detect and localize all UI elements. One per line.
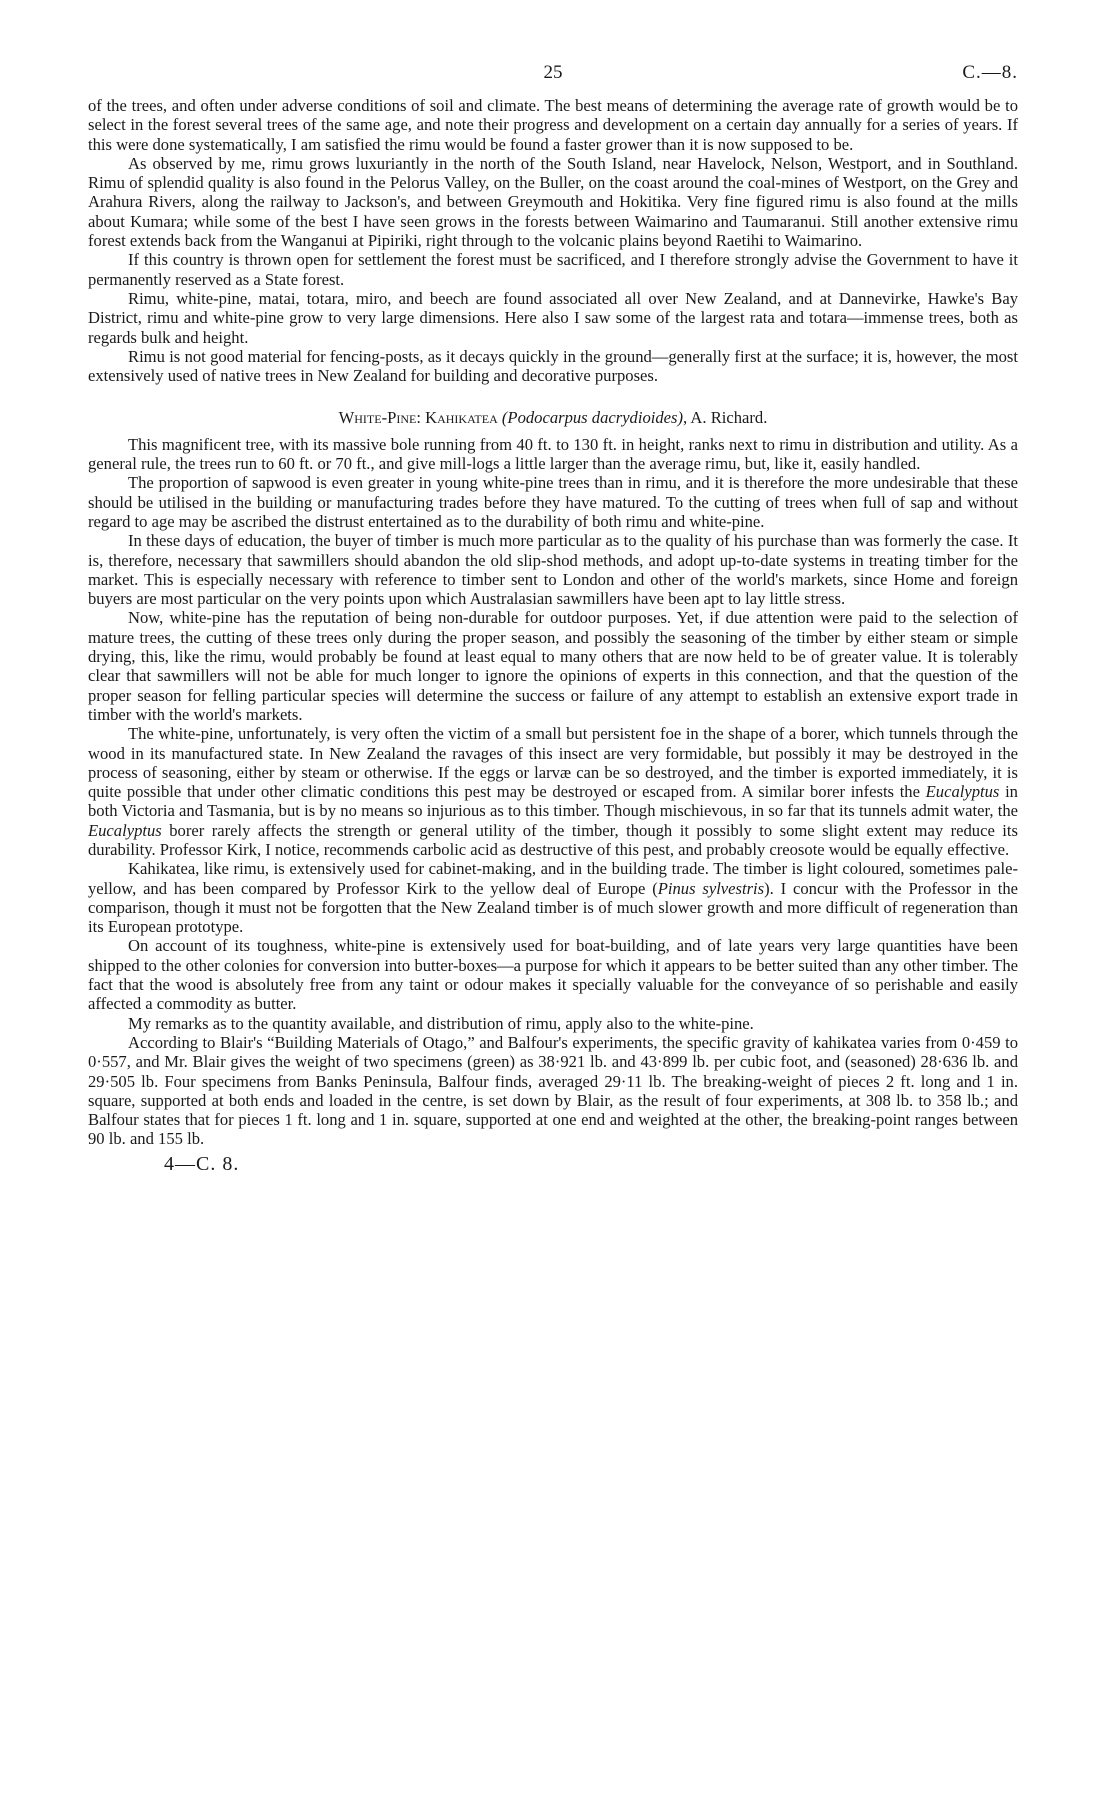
- document-body: [88, 96, 1018, 1149]
- heading-species: (Podocarpus dacrydioides): [501, 408, 684, 428]
- paragraph: [88, 859, 1018, 936]
- paragraph: This magnificent tree, with its massive bole running from 40 ft. to 130 ft. in height, ranks next to rimu in distribution and utility. As a general rule, the trees run to 60 ft. or 70 ft., and give mill-logs a little larger than the average rimu, but, like it, easily handled.: [88, 434, 1018, 474]
- paragraph: If this country is thrown open for settlement the forest must be sacrificed, and I therefore strongly advise the Government to have it permanently reserved as a State forest.: [88, 250, 1018, 289]
- text-run: in both Victoria and Tasmania, but is by no means so injurious as to this timber. Though mischievous, in so far that its tunnels admit water, the: [88, 782, 1018, 821]
- italic-term: Eucalyptus: [88, 820, 162, 840]
- text-run: borer rarely affects the strength or general utility of the timber, though it possibly to some slight extent may reduce its durability. Professor Kirk, I notice, recommends carbolic acid as destructive of this pest, and probably creosote would be equally effective.: [88, 820, 1018, 859]
- paragraph: The proportion of sapwood is even greater in young white-pine trees than in rimu, and it is therefore the more undesirable that these should be utilised in the building or manufacturing trades before they have matured. To the cutting of trees when full of sap and without regard to age may be ascribed the distrust entertained as to the durability of both rimu and white-pine.: [88, 473, 1018, 531]
- heading-authority: , A. Richard.: [683, 408, 768, 428]
- paragraph: According to Blair's “Building Materials of Otago,” and Balfour's experiments, the specific gravity of kahikatea varies from 0·459 to 0·557, and Mr. Blair gives the weight of two specimens (green) as 38·921 lb. and 43·899 lb. per cubic foot, and (seasoned) 28·636 lb. and 29·505 lb. Four specimens from Banks Peninsula, Balfour finds, averaged 29·11 lb. The breaking-weight of pieces 2 ft. long and 1 in. square, supported at both ends and loaded in the centre, is set down by Blair, as the result of four experiments, at 308 lb. to 358 lb.; and Balfour states that for pieces 1 ft. long and 1 in. square, supported at one end and weighted at the other, the breaking-point ranges between 90 lb. and 155 lb.: [88, 1032, 1018, 1149]
- paragraph: Rimu is not good material for fencing-posts, as it decays quickly in the ground—generally first at the surface; it is, however, the most extensively used of native trees in New Zealand for building and decorative purposes.: [88, 346, 1018, 386]
- section-heading: [88, 408, 1018, 427]
- paragraph: [88, 724, 1018, 859]
- text-run: Kahikatea, like rimu, is extensively used for cabinet-making, and in the building trade. The timber is light coloured, sometimes pale-yellow, and has been compared by Professor Kirk to the yellow deal of Europe (: [88, 859, 1018, 898]
- page-number: 25: [543, 62, 563, 83]
- heading-separator: :: [416, 408, 426, 428]
- italic-term: Eucalyptus: [925, 782, 1000, 802]
- heading-maori-name: Kahikatea: [425, 408, 498, 428]
- paragraph: Rimu, white-pine, matai, totara, miro, and beech are found associated all over New Zealand, and at Dannevirke, Hawke's Bay District, rimu and white-pine grow to very large dimensions. Here also I saw some of the largest rata and totara—immense trees, both as regards bulk and height.: [88, 288, 1018, 347]
- paragraph: of the trees, and often under adverse conditions of soil and climate. The best means of determining the average rate of growth would be to select in the forest several trees of the same age, and note their progress and development on a certain day annually for a series of years. If this were done systematically, I am satisfied the rimu would be found a faster grower than it is now supposed to be.: [88, 96, 1018, 154]
- text-run: ). I concur with the Professor in the comparison, though it must not be forgotten that the New Zealand timber is of much slower growth and more difficult of regeneration than its European prototype.: [88, 878, 1018, 937]
- paragraph: On account of its toughness, white-pine is extensively used for boat-building, and of late years very large quantities have been shipped to the other colonies for conversion into butter-boxes—a purpose for which it appears to be better suited than any other timber. The fact that the wood is absolutely free from any taint or odour makes it specially valuable for the conveyance of so perishable and easily affected a commodity as butter.: [88, 936, 1018, 1014]
- page-header: [88, 62, 1018, 96]
- paragraph: My remarks as to the quantity available, and distribution of rimu, apply also to the white-pine.: [128, 1013, 754, 1033]
- signature-mark: 4—C. 8.: [164, 1152, 240, 1175]
- paragraph: As observed by me, rimu grows luxuriantly in the north of the South Island, near Havelock, Nelson, Westport, and in Southland. Rimu of splendid quality is also found in the Pelorus Valley, on the Buller, on the coast around the coal-mines of Westport, on the Grey and Arahura Rivers, along the railway to Jackson's, and between Greymouth and Hokitika. Very fine figured rimu is also found at the mills about Kumara; while some of the best I have seen grows in the forests between Waimarino and Taumaranui. Still another extensive rimu forest extends back from the Wanganui at Pipiriki, right through to the volcanic plains beyond Raetihi to Waimarino.: [88, 153, 1018, 251]
- paragraph: Now, white-pine has the reputation of being non-durable for outdoor purposes. Yet, if due attention were paid to the selection of mature trees, the cutting of these trees only during the proper season, and possibly the seasoning of the timber by either steam or simple drying, this, like the rimu, would probably be found at least equal to many others that are now held to be of greater value. It is tolerably clear that sawmillers will not be able for much longer to ignore the opinions of experts in this connection, and that the question of the proper season for felling particular species will determine the success or failure of any attempt to establish an extensive export trade in timber with the world's markets.: [88, 608, 1018, 724]
- italic-term: Pinus sylvestris: [657, 878, 765, 898]
- document-reference: C.—8.: [962, 62, 1018, 83]
- heading-common-name: White-Pine: [338, 408, 417, 428]
- paragraph: In these days of education, the buyer of timber is much more particular as to the quality of his purchase than was formerly the case. It is, therefore, necessary that sawmillers should abandon the old slip-shod methods, and adopt up-to-date systems in treating timber for the market. This is especially necessary with reference to timber sent to London and other of the world's markets, since Home and foreign buyers are most particular on the very points upon which Australasian sawmillers have been apt to lay little stress.: [88, 531, 1018, 609]
- text-run: The white-pine, unfortunately, is very often the victim of a small but persistent foe in the shape of a borer, which tunnels through the wood in its manufactured state. In New Zealand the ravages of this insect are very formidable, but possibly it may be destroyed in the process of seasoning, either by steam or otherwise. If the eggs or larvæ can be so destroyed, and the timber is exported immediately, it is quite possible that under other climatic conditions this pest may be destroyed or escaped from. A similar borer infests the: [88, 724, 1018, 802]
